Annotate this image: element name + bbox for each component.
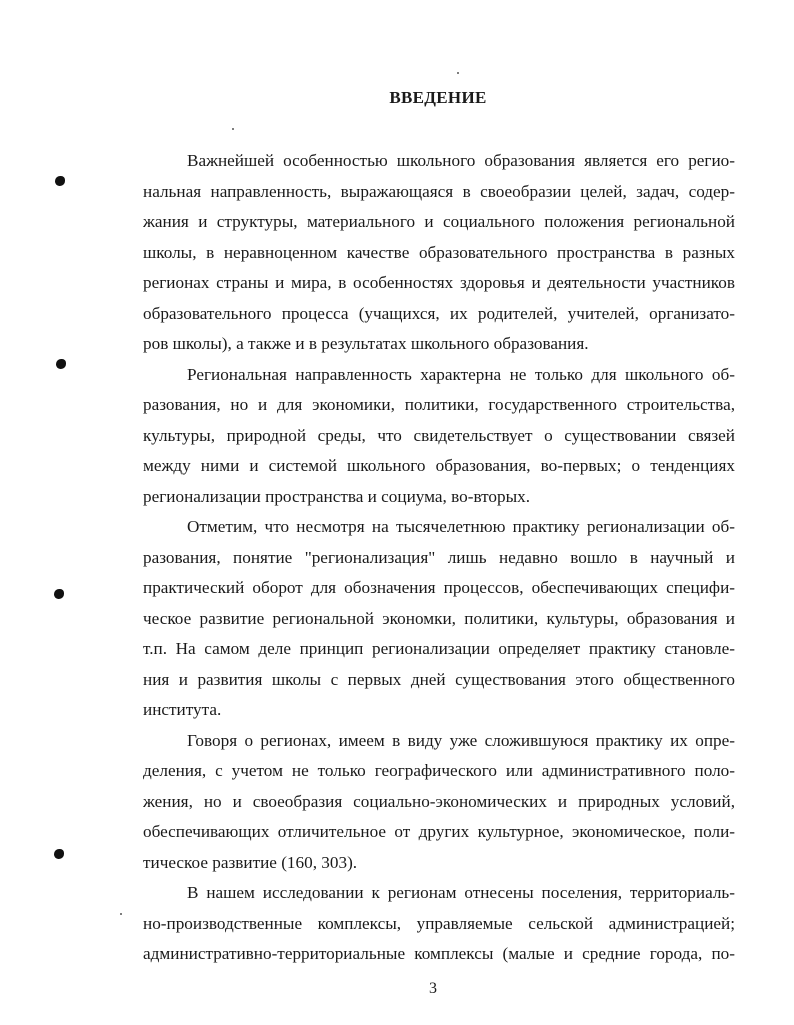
binding-hole-mark: [56, 359, 66, 369]
page-title: ВВЕДЕНИЕ: [389, 88, 487, 107]
text-line: разования, но и для экономики, политики, государственного строительства,: [143, 395, 735, 414]
scan-speck: [232, 128, 234, 130]
scan-speck: [120, 913, 122, 915]
binding-hole-mark: [54, 589, 64, 599]
text-line: но-производственные комплексы, управляемые сельской администрацией;: [143, 913, 735, 933]
text-line: нальная направленность, выражающаяся в своеобразии целей, задач, содер-: [143, 181, 735, 201]
text-line: школы, в неравноценном качестве образовательного пространства в разных: [143, 242, 735, 262]
binding-hole-mark: [54, 849, 64, 859]
text-line: т.п. На самом деле принцип регионализации определяет практику становле-: [143, 639, 735, 658]
body-text: [143, 146, 735, 970]
text-line: В нашем исследовании к регионам отнесены поселения, территориаль-: [187, 883, 735, 902]
text-line: образовательного процесса (учащихся, их родителей, учителей, организато-: [143, 303, 735, 323]
text-line: Отметим, что несмотря на тысячелетнюю практику регионализации об-: [187, 517, 735, 536]
text-line: практический оборот для обозначения процессов, обеспечивающих специфи-: [143, 578, 735, 597]
text-line: Говоря о регионах, имеем в виду уже сложившуюся практику их опре-: [187, 730, 735, 750]
text-line: тическое развитие (160, 303).: [143, 852, 358, 872]
text-line: ния и развития школы с первых дней существования этого общественного: [143, 669, 735, 689]
text-line: жания и структуры, материального и социального положения региональной: [143, 212, 735, 231]
binding-hole-mark: [55, 176, 65, 186]
text-line: ров школы), а также и в результатах школьного образования.: [143, 334, 589, 353]
text-line: Региональная направленность характерна не только для школьного об-: [187, 364, 735, 384]
text-line: Важнейшей особенностью школьного образования является его регио-: [187, 151, 735, 170]
text-line: административно-территориальные комплексы (малые и средние города, по-: [143, 944, 735, 963]
text-line: жения, но и своеобразия социально-экономических и природных условий,: [143, 791, 735, 811]
text-line: института.: [143, 700, 222, 719]
text-line: деления, с учетом не только географического или административного поло-: [143, 761, 735, 780]
text-line: разования, понятие "регионализация" лишь недавно вошло в научный и: [143, 547, 735, 567]
scan-speck: [457, 72, 459, 74]
text-line: регионах страны и мира, в особенностях здоровья и деятельности участников: [143, 273, 735, 292]
text-line: ческое развитие региональной экономки, политики, культуры, образования и: [143, 608, 735, 628]
text-line: между ними и системой школьного образования, во-первых; о тенденциях: [143, 456, 735, 475]
text-line: культуры, природной среды, что свидетельствует о существовании связей: [143, 425, 735, 445]
page-number: 3: [429, 980, 437, 997]
text-line: обеспечивающих отличительное от других культурное, экономическое, поли-: [143, 822, 735, 841]
text-line: регионализации пространства и социума, во-вторых.: [143, 486, 531, 506]
